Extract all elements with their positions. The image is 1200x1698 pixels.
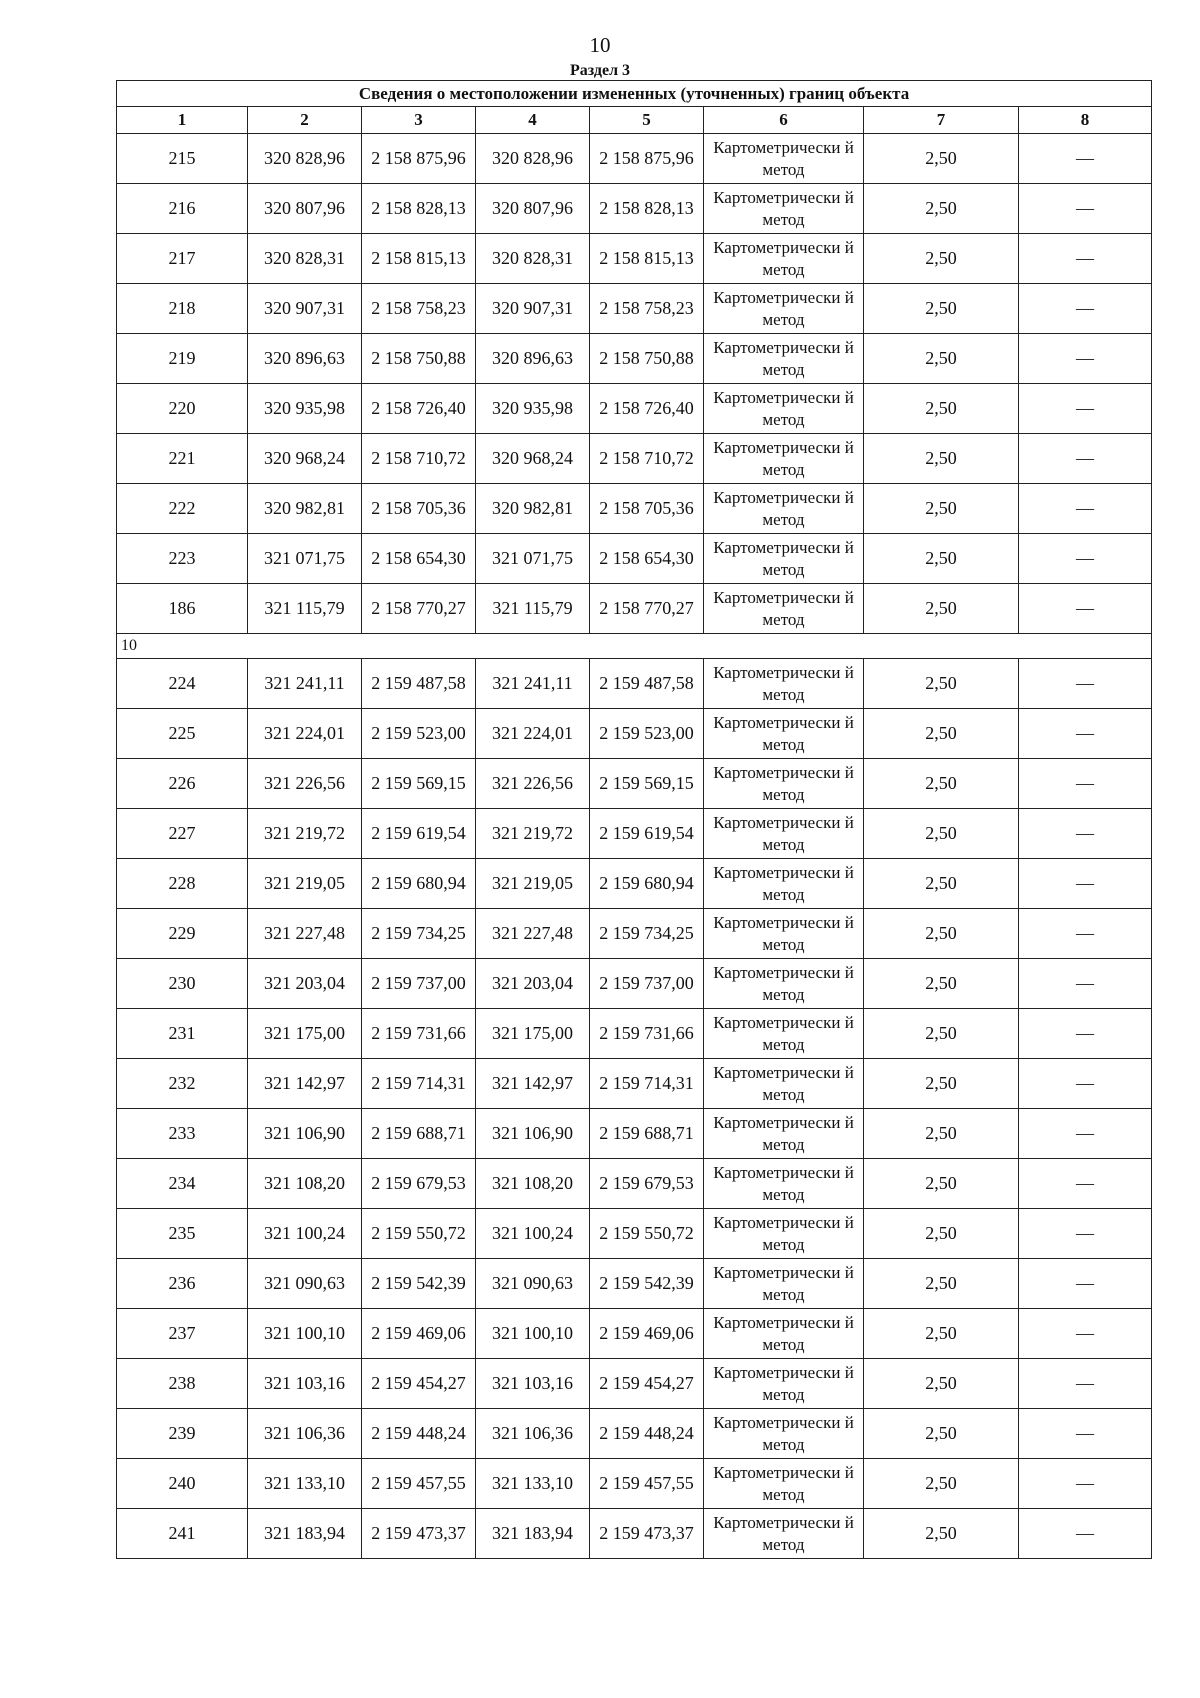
cell-x-new: 321 224,01 (476, 709, 590, 759)
cell-x-new: 320 982,81 (476, 484, 590, 534)
cell-description: — (1019, 234, 1152, 284)
cell-y-existing: 2 159 542,39 (362, 1259, 476, 1309)
table-row (117, 909, 1152, 959)
cell-y-new: 2 159 457,55 (590, 1459, 704, 1509)
cell-y-existing: 2 159 734,25 (362, 909, 476, 959)
cell-point-number: 226 (117, 759, 248, 809)
table-row (117, 959, 1152, 1009)
table-row (117, 1259, 1152, 1309)
cell-y-new: 2 158 758,23 (590, 284, 704, 334)
cell-x-existing: 321 175,00 (248, 1009, 362, 1059)
cell-accuracy: 2,50 (864, 759, 1019, 809)
cell-point-number: 231 (117, 1009, 248, 1059)
cell-accuracy: 2,50 (864, 1009, 1019, 1059)
column-header: 4 (476, 107, 590, 134)
table-row (117, 484, 1152, 534)
cell-y-existing: 2 159 454,27 (362, 1359, 476, 1409)
cell-x-existing: 320 968,24 (248, 434, 362, 484)
cell-description: — (1019, 1259, 1152, 1309)
cell-y-new: 2 159 454,27 (590, 1359, 704, 1409)
table-header-row (117, 107, 1152, 134)
cell-point-number: 232 (117, 1059, 248, 1109)
cell-y-new: 2 159 619,54 (590, 809, 704, 859)
table-row (117, 534, 1152, 584)
cell-method: Картометрически й метод (704, 1159, 864, 1209)
table-row (117, 434, 1152, 484)
cell-description: — (1019, 959, 1152, 1009)
cell-x-new: 321 108,20 (476, 1159, 590, 1209)
table-row (117, 334, 1152, 384)
cell-y-existing: 2 158 654,30 (362, 534, 476, 584)
cell-method: Картометрически й метод (704, 959, 864, 1009)
cell-method: Картометрически й метод (704, 1309, 864, 1359)
cell-method: Картометрически й метод (704, 659, 864, 709)
cell-x-new: 321 115,79 (476, 584, 590, 634)
cell-y-existing: 2 158 750,88 (362, 334, 476, 384)
table-row (117, 234, 1152, 284)
cell-y-new: 2 159 688,71 (590, 1109, 704, 1159)
cell-y-new: 2 158 815,13 (590, 234, 704, 284)
cell-x-existing: 321 103,16 (248, 1359, 362, 1409)
cell-point-number: 221 (117, 434, 248, 484)
cell-point-number: 228 (117, 859, 248, 909)
cell-point-number: 215 (117, 134, 248, 184)
cell-y-new: 2 158 710,72 (590, 434, 704, 484)
cell-point-number: 239 (117, 1409, 248, 1459)
column-header: 7 (864, 107, 1019, 134)
cell-method: Картометрически й метод (704, 584, 864, 634)
coordinates-table (116, 80, 1152, 1559)
cell-accuracy: 2,50 (864, 1459, 1019, 1509)
table-row (117, 1459, 1152, 1509)
table-row (117, 809, 1152, 859)
cell-y-existing: 2 159 688,71 (362, 1109, 476, 1159)
cell-y-new: 2 159 469,06 (590, 1309, 704, 1359)
cell-point-number: 186 (117, 584, 248, 634)
cell-x-existing: 321 241,11 (248, 659, 362, 709)
cell-description: — (1019, 1059, 1152, 1109)
table-row (117, 384, 1152, 434)
cell-x-existing: 321 142,97 (248, 1059, 362, 1109)
cell-y-new: 2 159 734,25 (590, 909, 704, 959)
cell-description: — (1019, 909, 1152, 959)
cell-x-new: 320 828,96 (476, 134, 590, 184)
cell-x-new: 321 106,36 (476, 1409, 590, 1459)
column-header: 6 (704, 107, 864, 134)
table-row (117, 1059, 1152, 1109)
table-row (117, 1359, 1152, 1409)
cell-method: Картометрически й метод (704, 1059, 864, 1109)
contour-row (117, 634, 1152, 659)
cell-accuracy: 2,50 (864, 809, 1019, 859)
cell-x-new: 320 935,98 (476, 384, 590, 434)
cell-accuracy: 2,50 (864, 859, 1019, 909)
cell-y-new: 2 159 679,53 (590, 1159, 704, 1209)
cell-x-new: 321 227,48 (476, 909, 590, 959)
cell-description: — (1019, 1209, 1152, 1259)
cell-accuracy: 2,50 (864, 709, 1019, 759)
cell-y-existing: 2 158 770,27 (362, 584, 476, 634)
cell-method: Картометрически й метод (704, 184, 864, 234)
cell-x-existing: 321 224,01 (248, 709, 362, 759)
cell-accuracy: 2,50 (864, 334, 1019, 384)
column-header: 2 (248, 107, 362, 134)
cell-y-existing: 2 158 875,96 (362, 134, 476, 184)
cell-y-existing: 2 158 705,36 (362, 484, 476, 534)
cell-point-number: 230 (117, 959, 248, 1009)
column-header: 3 (362, 107, 476, 134)
cell-description: — (1019, 709, 1152, 759)
cell-x-new: 321 100,24 (476, 1209, 590, 1259)
cell-y-new: 2 158 750,88 (590, 334, 704, 384)
cell-accuracy: 2,50 (864, 584, 1019, 634)
cell-x-new: 321 175,00 (476, 1009, 590, 1059)
cell-point-number: 229 (117, 909, 248, 959)
cell-y-existing: 2 159 737,00 (362, 959, 476, 1009)
cell-method: Картометрически й метод (704, 1259, 864, 1309)
cell-method: Картометрически й метод (704, 1509, 864, 1559)
cell-description: — (1019, 1459, 1152, 1509)
table-row (117, 1109, 1152, 1159)
cell-y-new: 2 159 550,72 (590, 1209, 704, 1259)
cell-x-new: 321 219,72 (476, 809, 590, 859)
cell-method: Картометрически й метод (704, 709, 864, 759)
cell-y-new: 2 158 654,30 (590, 534, 704, 584)
cell-point-number: 236 (117, 1259, 248, 1309)
cell-y-existing: 2 159 457,55 (362, 1459, 476, 1509)
cell-x-new: 321 183,94 (476, 1509, 590, 1559)
cell-x-existing: 321 183,94 (248, 1509, 362, 1559)
cell-description: — (1019, 184, 1152, 234)
cell-point-number: 235 (117, 1209, 248, 1259)
cell-x-new: 321 103,16 (476, 1359, 590, 1409)
section-title: Раздел 3 (569, 62, 631, 79)
cell-x-existing: 321 100,24 (248, 1209, 362, 1259)
cell-description: — (1019, 809, 1152, 859)
cell-y-existing: 2 159 523,00 (362, 709, 476, 759)
cell-x-existing: 321 133,10 (248, 1459, 362, 1509)
cell-x-existing: 320 907,31 (248, 284, 362, 334)
cell-x-existing: 321 115,79 (248, 584, 362, 634)
cell-x-existing: 320 896,63 (248, 334, 362, 384)
table-body (117, 81, 1152, 1559)
cell-method: Картометрически й метод (704, 1359, 864, 1409)
cell-accuracy: 2,50 (864, 1159, 1019, 1209)
cell-y-existing: 2 158 710,72 (362, 434, 476, 484)
table-row (117, 1309, 1152, 1359)
cell-y-existing: 2 159 550,72 (362, 1209, 476, 1259)
cell-x-existing: 321 219,72 (248, 809, 362, 859)
cell-y-new: 2 158 726,40 (590, 384, 704, 434)
cell-description: — (1019, 334, 1152, 384)
cell-description: — (1019, 1309, 1152, 1359)
table-row (117, 1009, 1152, 1059)
cell-point-number: 223 (117, 534, 248, 584)
cell-description: — (1019, 134, 1152, 184)
cell-method: Картометрически й метод (704, 134, 864, 184)
cell-accuracy: 2,50 (864, 384, 1019, 434)
table-row (117, 1409, 1152, 1459)
table-row (117, 659, 1152, 709)
cell-accuracy: 2,50 (864, 1209, 1019, 1259)
table-row (117, 1159, 1152, 1209)
cell-point-number: 220 (117, 384, 248, 434)
cell-x-existing: 321 100,10 (248, 1309, 362, 1359)
cell-y-existing: 2 159 473,37 (362, 1509, 476, 1559)
cell-accuracy: 2,50 (864, 134, 1019, 184)
cell-point-number: 222 (117, 484, 248, 534)
cell-y-new: 2 159 569,15 (590, 759, 704, 809)
cell-y-new: 2 159 680,94 (590, 859, 704, 909)
cell-description: — (1019, 534, 1152, 584)
table-row (117, 709, 1152, 759)
cell-x-new: 321 203,04 (476, 959, 590, 1009)
cell-point-number: 218 (117, 284, 248, 334)
cell-x-new: 321 100,10 (476, 1309, 590, 1359)
cell-method: Картометрически й метод (704, 809, 864, 859)
cell-method: Картометрически й метод (704, 759, 864, 809)
cell-x-new: 321 071,75 (476, 534, 590, 584)
cell-method: Картометрически й метод (704, 1409, 864, 1459)
cell-y-existing: 2 158 815,13 (362, 234, 476, 284)
cell-x-existing: 321 219,05 (248, 859, 362, 909)
cell-point-number: 234 (117, 1159, 248, 1209)
cell-x-existing: 320 828,96 (248, 134, 362, 184)
cell-y-existing: 2 159 680,94 (362, 859, 476, 909)
cell-y-new: 2 159 542,39 (590, 1259, 704, 1309)
cell-x-existing: 320 807,96 (248, 184, 362, 234)
cell-description: — (1019, 1159, 1152, 1209)
cell-y-new: 2 159 523,00 (590, 709, 704, 759)
cell-x-existing: 321 090,63 (248, 1259, 362, 1309)
cell-description: — (1019, 384, 1152, 434)
contour-number: 10 (117, 634, 1152, 659)
cell-y-new: 2 159 473,37 (590, 1509, 704, 1559)
cell-description: — (1019, 284, 1152, 334)
table-row (117, 134, 1152, 184)
column-header: 1 (117, 107, 248, 134)
cell-accuracy: 2,50 (864, 284, 1019, 334)
cell-x-new: 320 828,31 (476, 234, 590, 284)
cell-accuracy: 2,50 (864, 1259, 1019, 1309)
cell-description: — (1019, 584, 1152, 634)
cell-y-existing: 2 159 448,24 (362, 1409, 476, 1459)
cell-y-new: 2 159 737,00 (590, 959, 704, 1009)
cell-description: — (1019, 1009, 1152, 1059)
cell-method: Картометрически й метод (704, 1109, 864, 1159)
cell-accuracy: 2,50 (864, 1409, 1019, 1459)
cell-description: — (1019, 1109, 1152, 1159)
cell-method: Картометрически й метод (704, 434, 864, 484)
cell-y-new: 2 158 828,13 (590, 184, 704, 234)
table-row (117, 1509, 1152, 1559)
cell-accuracy: 2,50 (864, 184, 1019, 234)
cell-x-new: 321 106,90 (476, 1109, 590, 1159)
page-number: 10 (589, 33, 611, 57)
cell-point-number: 217 (117, 234, 248, 284)
cell-point-number: 237 (117, 1309, 248, 1359)
table-row (117, 1209, 1152, 1259)
cell-x-existing: 320 828,31 (248, 234, 362, 284)
cell-description: — (1019, 1509, 1152, 1559)
cell-x-new: 320 968,24 (476, 434, 590, 484)
cell-point-number: 219 (117, 334, 248, 384)
table-caption-row (117, 81, 1152, 107)
cell-point-number: 225 (117, 709, 248, 759)
cell-x-new: 321 090,63 (476, 1259, 590, 1309)
cell-x-new: 320 807,96 (476, 184, 590, 234)
cell-y-new: 2 158 875,96 (590, 134, 704, 184)
cell-accuracy: 2,50 (864, 659, 1019, 709)
cell-x-new: 321 219,05 (476, 859, 590, 909)
cell-x-new: 321 133,10 (476, 1459, 590, 1509)
cell-method: Картометрически й метод (704, 1209, 864, 1259)
cell-method: Картометрически й метод (704, 234, 864, 284)
cell-method: Картометрически й метод (704, 1459, 864, 1509)
cell-x-existing: 321 108,20 (248, 1159, 362, 1209)
cell-y-existing: 2 159 469,06 (362, 1309, 476, 1359)
cell-x-new: 321 241,11 (476, 659, 590, 709)
cell-point-number: 241 (117, 1509, 248, 1559)
cell-accuracy: 2,50 (864, 1059, 1019, 1109)
cell-x-existing: 321 071,75 (248, 534, 362, 584)
cell-y-existing: 2 159 619,54 (362, 809, 476, 859)
cell-point-number: 216 (117, 184, 248, 234)
cell-x-existing: 321 226,56 (248, 759, 362, 809)
cell-y-new: 2 159 714,31 (590, 1059, 704, 1109)
table-caption: Сведения о местоположении измененных (уточненных) границ объекта (117, 81, 1152, 107)
cell-accuracy: 2,50 (864, 909, 1019, 959)
cell-accuracy: 2,50 (864, 1359, 1019, 1409)
cell-x-existing: 321 227,48 (248, 909, 362, 959)
cell-accuracy: 2,50 (864, 234, 1019, 284)
column-header: 8 (1019, 107, 1152, 134)
cell-method: Картометрически й метод (704, 334, 864, 384)
cell-x-new: 320 896,63 (476, 334, 590, 384)
cell-accuracy: 2,50 (864, 484, 1019, 534)
cell-method: Картометрически й метод (704, 384, 864, 434)
cell-point-number: 233 (117, 1109, 248, 1159)
cell-point-number: 240 (117, 1459, 248, 1509)
cell-method: Картометрически й метод (704, 484, 864, 534)
cell-point-number: 227 (117, 809, 248, 859)
cell-x-new: 321 142,97 (476, 1059, 590, 1109)
cell-y-new: 2 158 705,36 (590, 484, 704, 534)
cell-y-existing: 2 159 569,15 (362, 759, 476, 809)
cell-description: — (1019, 859, 1152, 909)
cell-accuracy: 2,50 (864, 1309, 1019, 1359)
cell-y-existing: 2 159 487,58 (362, 659, 476, 709)
cell-description: — (1019, 434, 1152, 484)
cell-y-existing: 2 159 679,53 (362, 1159, 476, 1209)
cell-accuracy: 2,50 (864, 1509, 1019, 1559)
cell-x-new: 320 907,31 (476, 284, 590, 334)
cell-y-existing: 2 159 731,66 (362, 1009, 476, 1059)
cell-x-existing: 320 982,81 (248, 484, 362, 534)
cell-accuracy: 2,50 (864, 534, 1019, 584)
cell-x-existing: 321 106,36 (248, 1409, 362, 1459)
cell-point-number: 224 (117, 659, 248, 709)
cell-method: Картометрически й метод (704, 284, 864, 334)
cell-x-new: 321 226,56 (476, 759, 590, 809)
cell-description: — (1019, 1359, 1152, 1409)
table-row (117, 859, 1152, 909)
cell-accuracy: 2,50 (864, 959, 1019, 1009)
cell-method: Картометрически й метод (704, 1009, 864, 1059)
cell-x-existing: 320 935,98 (248, 384, 362, 434)
cell-method: Картометрически й метод (704, 534, 864, 584)
cell-point-number: 238 (117, 1359, 248, 1409)
cell-x-existing: 321 106,90 (248, 1109, 362, 1159)
cell-description: — (1019, 659, 1152, 709)
cell-description: — (1019, 484, 1152, 534)
cell-y-new: 2 159 731,66 (590, 1009, 704, 1059)
cell-y-existing: 2 158 758,23 (362, 284, 476, 334)
cell-accuracy: 2,50 (864, 1109, 1019, 1159)
cell-y-existing: 2 158 828,13 (362, 184, 476, 234)
cell-x-existing: 321 203,04 (248, 959, 362, 1009)
cell-y-existing: 2 159 714,31 (362, 1059, 476, 1109)
cell-accuracy: 2,50 (864, 434, 1019, 484)
cell-method: Картометрически й метод (704, 909, 864, 959)
cell-y-new: 2 158 770,27 (590, 584, 704, 634)
cell-description: — (1019, 759, 1152, 809)
column-header: 5 (590, 107, 704, 134)
cell-description: — (1019, 1409, 1152, 1459)
cell-y-new: 2 159 487,58 (590, 659, 704, 709)
table-row (117, 759, 1152, 809)
cell-y-existing: 2 158 726,40 (362, 384, 476, 434)
cell-y-new: 2 159 448,24 (590, 1409, 704, 1459)
table-row (117, 284, 1152, 334)
table-row (117, 184, 1152, 234)
table-row (117, 584, 1152, 634)
cell-method: Картометрически й метод (704, 859, 864, 909)
